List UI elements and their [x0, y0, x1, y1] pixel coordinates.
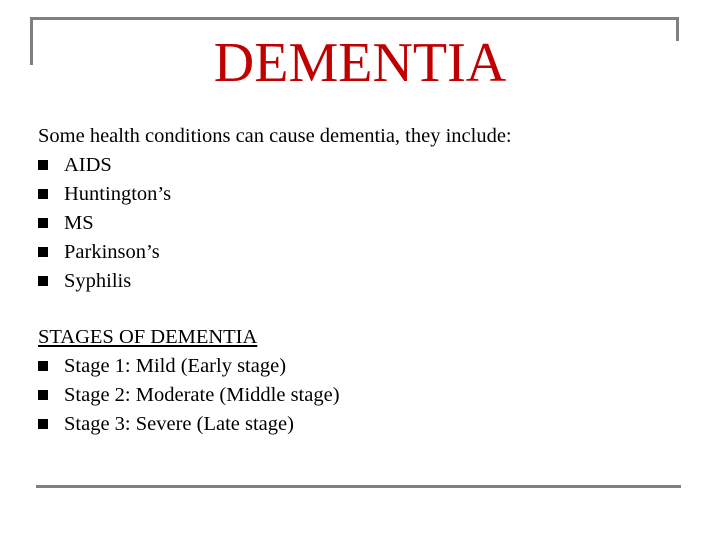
condition-item: [38, 182, 171, 206]
stages-heading: STAGES OF DEMENTIA: [38, 326, 258, 348]
condition-label: Huntington’s: [64, 183, 172, 205]
slide-title: DEMENTIA: [213, 32, 507, 94]
stage-label: Stage 3: Severe (Late stage): [64, 413, 294, 435]
frame-top-line: [30, 17, 679, 20]
condition-label: AIDS: [64, 154, 112, 176]
square-bullet-icon: [38, 390, 48, 400]
condition-item: [38, 153, 112, 177]
stage-item: [38, 412, 294, 436]
square-bullet-icon: [38, 160, 48, 170]
square-bullet-icon: [38, 189, 48, 199]
condition-label: Parkinson’s: [64, 241, 160, 263]
square-bullet-icon: [38, 419, 48, 429]
intro-text: Some health conditions can cause dementia, they include:: [38, 125, 512, 147]
condition-item: [38, 240, 160, 264]
square-bullet-icon: [38, 247, 48, 257]
square-bullet-icon: [38, 361, 48, 371]
condition-item: [38, 269, 131, 293]
square-bullet-icon: [38, 218, 48, 228]
stage-item: [38, 354, 286, 378]
stage-label: Stage 1: Mild (Early stage): [64, 355, 287, 377]
condition-label: Syphilis: [64, 270, 132, 292]
stage-label: Stage 2: Moderate (Middle stage): [64, 384, 340, 406]
condition-label: MS: [64, 212, 94, 234]
condition-item: [38, 211, 94, 235]
square-bullet-icon: [38, 276, 48, 286]
stage-item: [38, 383, 340, 407]
frame-bottom-line: [36, 485, 681, 488]
